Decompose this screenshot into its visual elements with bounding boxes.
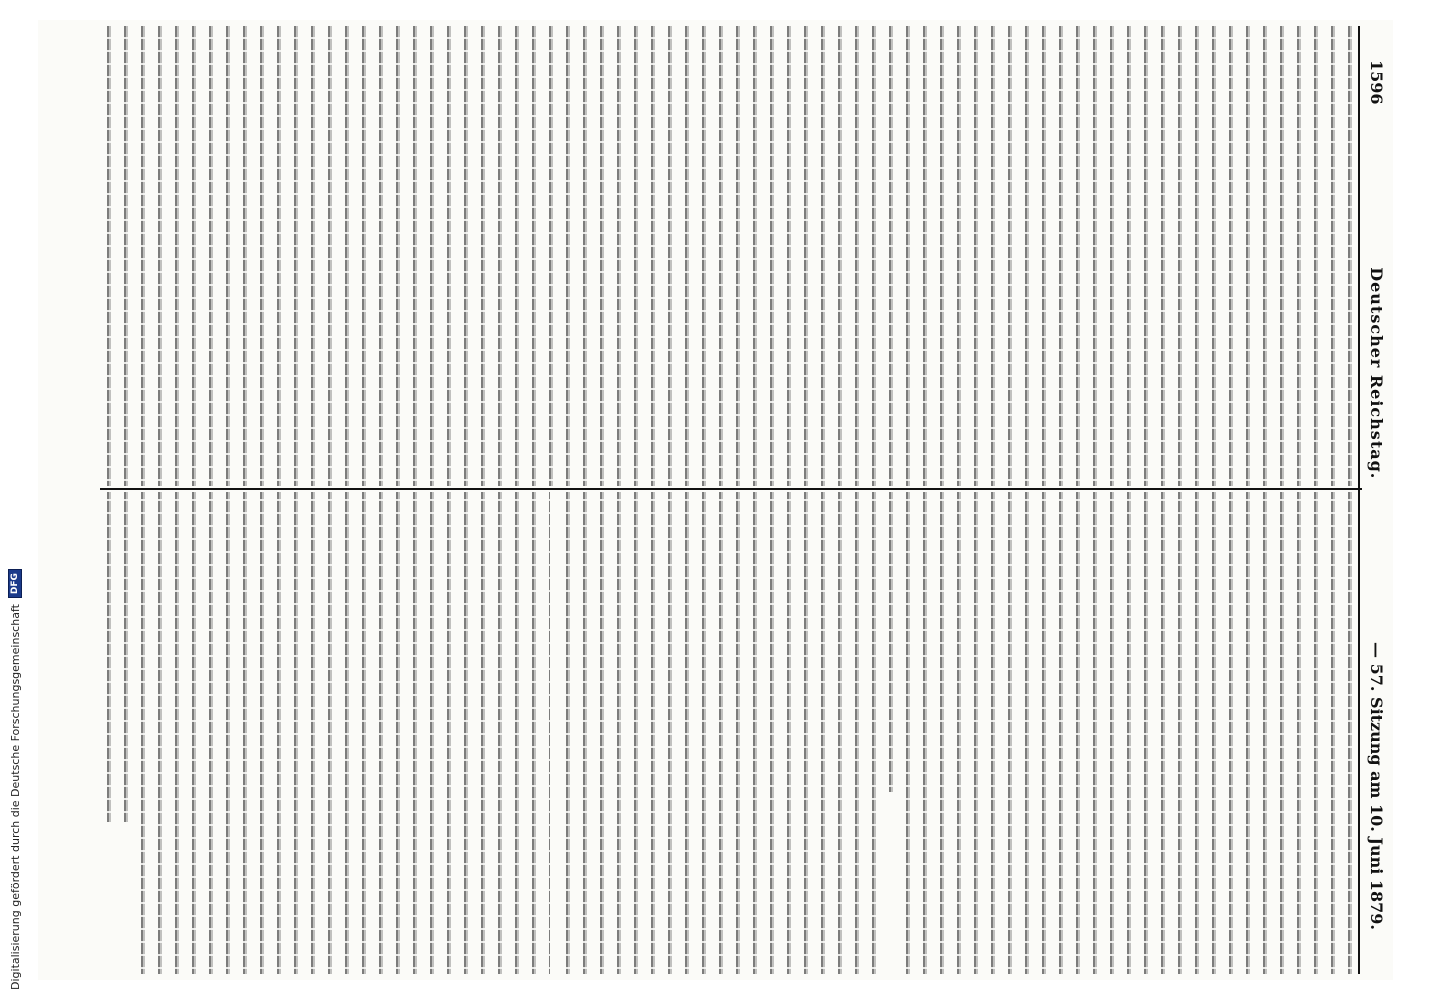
body-text-lines: [100, 26, 1356, 486]
digitization-footer: [0, 0, 40, 1000]
digitization-note: Digitalisierung gefördert durch die Deutsche Forschungsgemeinschaft: [8, 604, 22, 990]
header-rule: [1358, 26, 1360, 974]
session-line: — 57. Sitzung am 10. Juni 1879.: [1367, 642, 1387, 930]
column-end-gap: [100, 822, 140, 974]
paragraph-gap: [550, 492, 564, 974]
page-header: [1364, 20, 1390, 980]
page-number: 1596: [1367, 60, 1387, 105]
dfg-logo: DFG: [8, 569, 22, 598]
body-text-lines: [100, 492, 1356, 974]
column-divider-rule: [100, 488, 1362, 490]
running-title: Deutscher Reichstag.: [1367, 267, 1387, 480]
text-column-left: [100, 26, 1356, 486]
text-column-right: [100, 492, 1356, 974]
paragraph-gap: [880, 792, 894, 974]
